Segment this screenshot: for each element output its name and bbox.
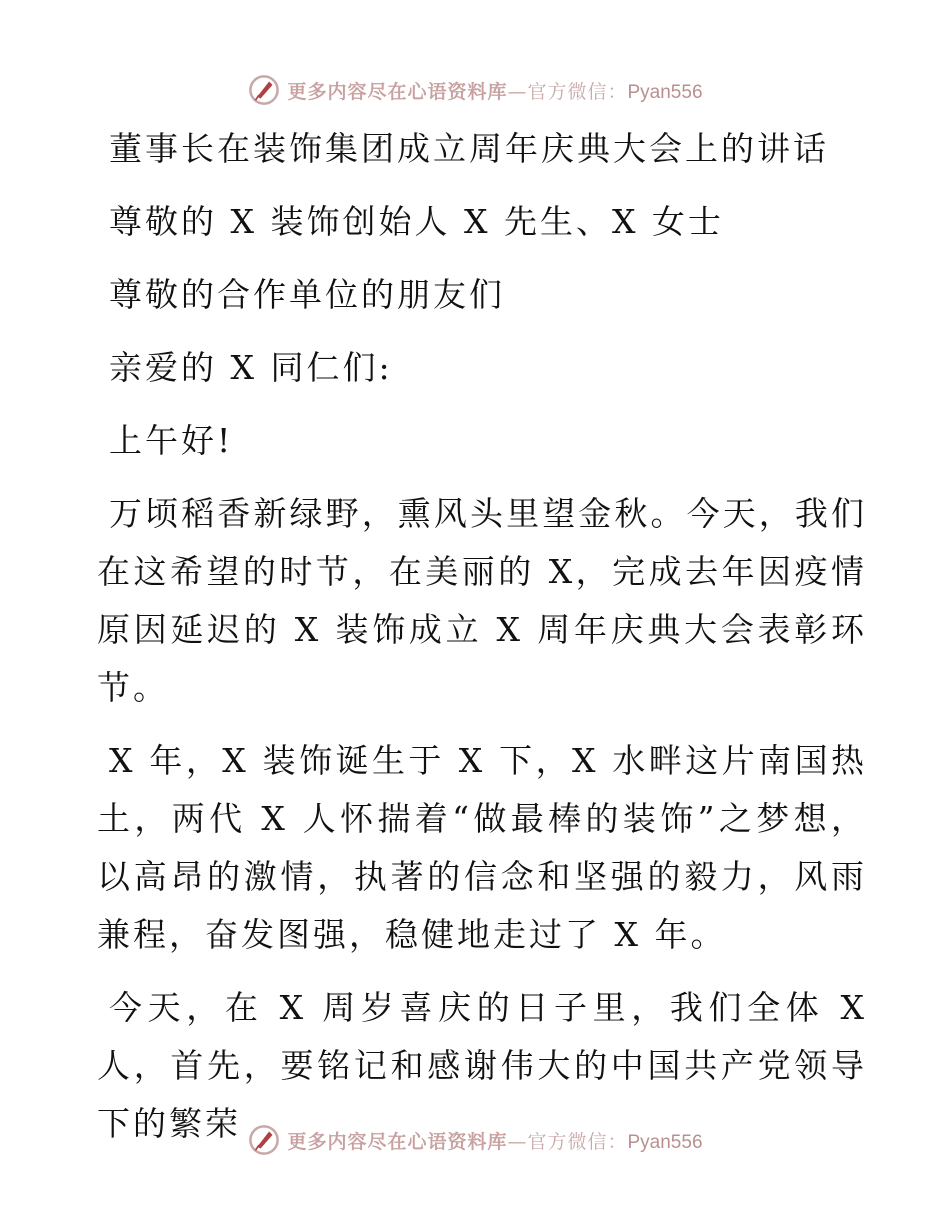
feather-pen-logo-icon bbox=[247, 73, 281, 107]
body-paragraph: 今天，在 X 周岁喜庆的日子里，我们全体 X 人，首先，要铭记和感谢伟大的中国共产党领导下的繁荣 bbox=[97, 988, 867, 1143]
feather-pen-logo-icon bbox=[247, 1123, 281, 1157]
watermark-label: 官方微信： bbox=[527, 80, 628, 103]
document-title: 董事长在装饰集团成立周年庆典大会上的讲话 bbox=[109, 129, 829, 168]
footer-watermark bbox=[0, 1120, 950, 1160]
header-watermark bbox=[0, 70, 950, 110]
body-paragraph: X 年，X 装饰诞生于 X 下，X 水畔这片南国热土，两代 X 人怀揣着“做最棒的装饰”之梦想，以高昂的激情，执著的信念和坚强的毅力，风雨兼程，奋发图强，稳健地走过了 X 年。 bbox=[97, 741, 867, 954]
watermark-brand: 更多内容尽在心语资料库 bbox=[287, 80, 508, 103]
watermark-dash: — bbox=[507, 1130, 528, 1153]
salutation-line: 尊敬的 X 装饰创始人 X 先生、X 女士 bbox=[109, 202, 724, 241]
salutation-line: 亲爱的 X 同仁们: bbox=[109, 348, 393, 387]
watermark-text bbox=[287, 77, 702, 104]
watermark-brand: 更多内容尽在心语资料库 bbox=[287, 1130, 508, 1153]
body-paragraph: 万顷稻香新绿野，熏风头里望金秋。今天，我们在这希望的时节，在美丽的 X，完成去年因疫情原因延迟的 X 装饰成立 X 周年庆典大会表彰环节。 bbox=[97, 494, 867, 707]
watermark-dash: — bbox=[507, 80, 528, 103]
document-body bbox=[97, 120, 867, 1168]
watermark-label: 官方微信： bbox=[527, 1130, 628, 1153]
watermark-text bbox=[287, 1127, 702, 1154]
watermark-id: Pyan556 bbox=[627, 1131, 703, 1153]
greeting-line: 上午好! bbox=[109, 421, 234, 460]
salutation-line: 尊敬的合作单位的朋友们 bbox=[109, 275, 505, 314]
watermark-id: Pyan556 bbox=[627, 81, 703, 103]
